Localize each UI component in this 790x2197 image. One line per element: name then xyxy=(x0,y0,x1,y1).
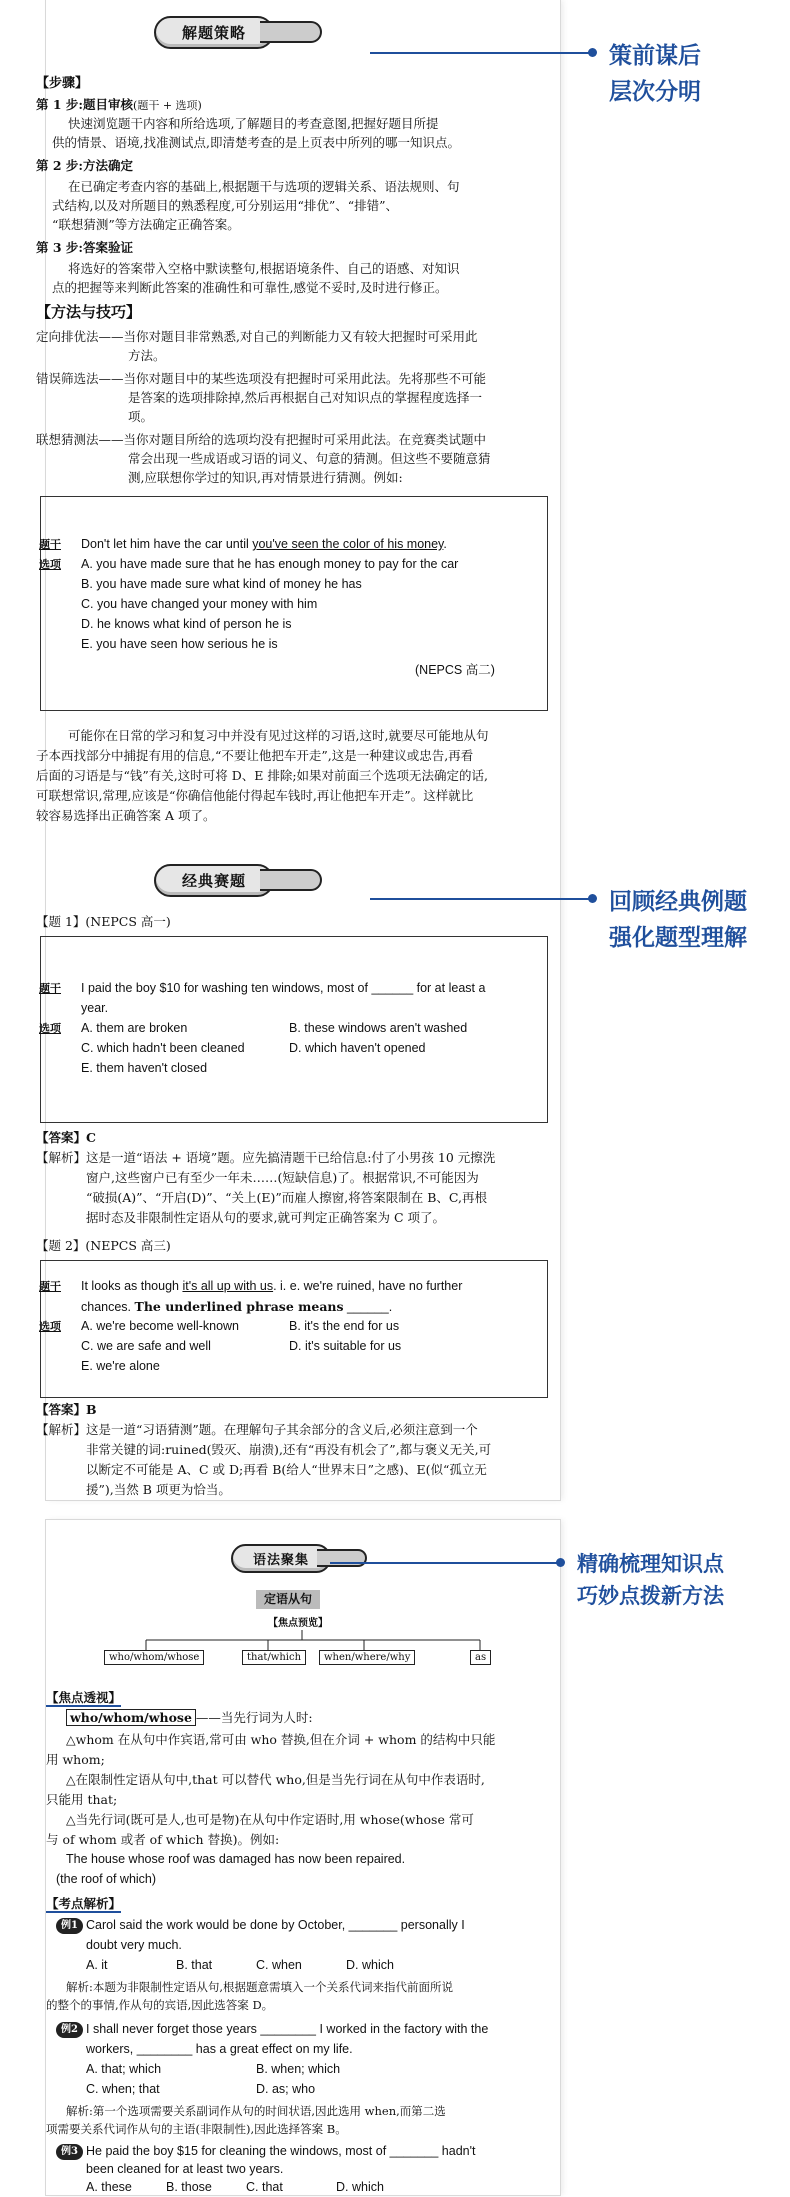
preview-node-that: that/which xyxy=(242,1650,306,1665)
method2: 错误筛选法——当你对题目中的某些选项没有把握时可采用此法。先将那些不可能 xyxy=(36,371,487,386)
example2-stem-2: workers, ________ has a great effect on my life. xyxy=(86,2042,353,2056)
question1-option-b: B. these windows aren't washed xyxy=(289,1021,468,1035)
question1-option-a: A. them are broken xyxy=(81,1021,188,1035)
example-stem: Don't let him have the car until you've seen the color of his money. xyxy=(81,537,447,551)
question2-option-c: C. we are safe and well xyxy=(81,1339,211,1353)
header-tab-decoration xyxy=(260,869,322,891)
example1-analysis-1: 解析:本题为非限制性定语从句,根据题意需填入一个关系代词来指代前面所说 xyxy=(66,1980,454,1994)
example-option-b: B. you have made sure what kind of money he has xyxy=(81,577,362,591)
example2-stem-1: I shall never forget those years ________ I worked in the factory with the xyxy=(86,2022,489,2036)
annotation-strategy xyxy=(370,38,701,110)
section-header-classic xyxy=(154,860,322,900)
step3-text-2: 点的把握等来判断此答案的准确性和可靠性,感觉不妥时,及时进行修正。 xyxy=(52,280,448,295)
question1-option-e: E. them haven't closed xyxy=(81,1061,208,1075)
book-page-top xyxy=(36,0,560,1500)
book-page-bottom xyxy=(46,1520,560,2195)
preview-node-as: as xyxy=(470,1650,491,1665)
step2-text-1: 在已确定考查内容的基础上,根据题干与选项的逻辑关系、语法规则、句 xyxy=(68,179,460,194)
question2-option-e: E. we're alone xyxy=(81,1359,160,1373)
callout-line xyxy=(370,52,590,54)
step2-text-3: “联想猜测”等方法确定正确答案。 xyxy=(52,217,240,232)
question1-answer: 【答案】C xyxy=(36,1130,96,1145)
method2-cont-2: 项。 xyxy=(128,409,154,424)
example-option-c: C. you have changed your money with him xyxy=(81,597,318,611)
question2-title: 【题 2】(NEPCS 高三) xyxy=(36,1238,171,1253)
question2-analysis-1: 【解析】这是一道“习语猜测”题。在理解句子其余部分的含义后,必须注意到一个 xyxy=(36,1422,478,1437)
step3-title: 第 3 步:答案验证 xyxy=(36,240,134,255)
method3: 联想猜测法——当你对题目所给的选项均没有把握时可采用此法。在竞赛类试题中 xyxy=(36,432,487,447)
explanation-line-3: 后面的习语是与“钱”有关,这时可将 D、E 排除;如果对前面三个选项无法确定的话, xyxy=(36,768,489,783)
example-box xyxy=(40,496,548,711)
step2-title: 第 2 步:方法确定 xyxy=(36,158,134,173)
example3-option-a: A. these xyxy=(86,2180,132,2194)
step1-text-2: 供的情景、语境,找准测试点,即清楚考查的是上页表中所列的哪一知识点。 xyxy=(52,135,460,150)
question1-option-d: D. which haven't opened xyxy=(289,1041,426,1055)
options-tag: 选项 xyxy=(39,1320,61,1333)
example-option-d: D. he knows what kind of person he is xyxy=(81,617,292,631)
question1-analysis-1: 【解析】这是一道“语法 + 语境”题。应先搞清题干已给信息:付了小男孩 10 元擦洗 xyxy=(36,1150,496,1165)
annotation-text: 精确梳理知识点 巧妙点拨新方法 xyxy=(577,1552,724,1608)
focus-point-3a: △当先行词(既可是人,也可是物)在从句中作定语时,用 whose(whose 常可 xyxy=(66,1812,474,1827)
method1: 定向排优法——当你对题目非常熟悉,对自己的判断能力又有较大把握时可采用此 xyxy=(36,329,478,344)
preview-node-when: when/where/why xyxy=(319,1650,415,1665)
example3-option-c: C. that xyxy=(246,2180,283,2194)
question1-analysis-3: “破损(A)”、“开启(D)”、“关上(E)”而雇人擦窗,将答案限制在 B、C,再根 xyxy=(86,1190,488,1205)
example2-option-a: A. that; which xyxy=(86,2062,162,2076)
example3-stem-1: He paid the boy $15 for cleaning the windows, most of _______ hadn't xyxy=(86,2144,476,2158)
focus-heading: who/whom/whose ——当先行词为人时: xyxy=(66,1708,313,1727)
callout-dot xyxy=(588,894,597,903)
example1-analysis-2: 的整个的事情,作从句的宾语,因此选答案 D。 xyxy=(46,1998,274,2012)
step2-text-2: 式结构,以及对所题目的熟悉程度,可分别运用“排优”、“排错”、 xyxy=(52,198,399,213)
step1-line: 第 1 步:题目审核(题干 + 选项) xyxy=(36,97,202,112)
callout-dot xyxy=(556,1558,565,1567)
section-header-label: 语法聚集 xyxy=(231,1544,331,1573)
annotation-grammar xyxy=(330,1548,724,1612)
header-tab-decoration xyxy=(260,21,322,43)
focus-point-1a: △whom 在从句中作宾语,常可由 who 替换,但在介词 + whom 的结构中只能 xyxy=(66,1732,496,1747)
focus-point-3b: 与 of whom 或者 of which 替换)。例如: xyxy=(46,1832,280,1847)
explanation-line-4: 可联想常识,常理,应该是“你确信他能付得起车钱时,再让他把车开走”。这样就比 xyxy=(36,788,474,803)
focus-title: 【焦点透视】 xyxy=(46,1690,122,1705)
stem-tag: 题干 xyxy=(39,538,61,551)
step1-text-1: 快速浏览题干内容和所给选项,了解题目的考查意图,把握好题目所提 xyxy=(68,116,439,131)
preview-label: 【焦点预览】 xyxy=(268,1618,328,1629)
method3-cont-2: 测,应联想你学过的知识,再对情景进行猜测。例如: xyxy=(128,470,403,485)
method2-cont-1: 是答案的选项排除掉,然后再根据自己对知识点的掌握程度选择一 xyxy=(128,390,482,405)
example2-option-b: B. when; which xyxy=(256,2062,341,2076)
question1-title: 【题 1】(NEPCS 高一) xyxy=(36,914,171,929)
topic-title: 定语从句 xyxy=(256,1590,320,1609)
question1-stem-2: year. xyxy=(81,1001,109,1015)
example3-option-b: B. those xyxy=(166,2180,212,2194)
focus-point-2b: 只能用 that; xyxy=(46,1792,118,1807)
explanation-line-1: 可能你在日常的学习和复习中并没有见过这样的习语,这时,就要尽可能地从句 xyxy=(68,728,489,743)
callout-line xyxy=(330,1562,558,1564)
example3-badge: 例3 xyxy=(56,2144,83,2160)
step3-text-1: 将选好的答案带入空格中默读整句,根据语境条件、自己的语感、对知识 xyxy=(68,261,460,276)
example-option-a: A. you have made sure that he has enough money to pay for the car xyxy=(81,557,459,571)
example2-badge: 例2 xyxy=(56,2022,83,2038)
question2-analysis-3: 以断定不可能是 A、C 或 D;再看 B(给人“世界末日”之感)、E(似“孤立无 xyxy=(86,1462,487,1477)
example2-analysis-2: 项需要关系代词作从句的主语(非限制性),因此选择答案 B。 xyxy=(46,2122,347,2136)
question2-analysis-4: 援”),当然 B 项更为恰当。 xyxy=(86,1482,231,1497)
callout-dot xyxy=(588,48,597,57)
example2-option-c: C. when; that xyxy=(86,2082,160,2096)
method3-cont-1: 常会出现一些成语或习语的词义、句意的猜测。但这些不要随意猜 xyxy=(128,451,491,466)
example1-option-d: D. which xyxy=(346,1958,394,1972)
stem-tag: 题干 xyxy=(39,982,61,995)
example2-analysis-1: 解析:第一个选项需要关系副词作从句的时间状语,因此选用 when,而第二选 xyxy=(66,2104,446,2118)
example1-option-b: B. that xyxy=(176,1958,213,1972)
example3-stem-2: been cleaned for at least two years. xyxy=(86,2162,284,2176)
focus-example-1: The house whose roof was damaged has now been repaired. xyxy=(66,1852,406,1866)
question2-option-a: A. we're become well-known xyxy=(81,1319,240,1333)
options-tag: 选项 xyxy=(39,558,61,571)
example2-option-d: D. as; who xyxy=(256,2082,316,2096)
example1-badge: 例1 xyxy=(56,1918,83,1934)
stem-tag: 题干 xyxy=(39,1280,61,1293)
example-source: (NEPCS 高二) xyxy=(415,663,495,677)
focus-example-2: (the roof of which) xyxy=(56,1872,157,1886)
example3-option-d: D. which xyxy=(336,2180,384,2194)
question1-option-c: C. which hadn't been cleaned xyxy=(81,1041,245,1055)
question1-analysis-4: 据时态及非限制性定语从句的要求,就可判定正确答案为 C 项了。 xyxy=(86,1210,445,1225)
callout-line xyxy=(370,898,590,900)
methods-title: 【方法与技巧】 xyxy=(36,303,142,321)
question2-option-b: B. it's the end for us xyxy=(289,1319,400,1333)
question2-analysis-2: 非常关键的词:ruined(毁灭、崩溃),还有“再没有机会了”,都与褒义无关,可 xyxy=(86,1442,492,1457)
question1-box xyxy=(40,936,548,1123)
section-header-label: 经典赛题 xyxy=(154,864,274,897)
example1-option-a: A. it xyxy=(86,1958,108,1972)
focus-point-2a: △在限制性定语从句中,that 可以替代 who,但是当先行词在从句中作表语时, xyxy=(66,1772,485,1787)
question1-stem-1: I paid the boy $10 for washing ten windows, most of ______ for at least a xyxy=(81,981,486,995)
options-tag: 选项 xyxy=(39,1022,61,1035)
question2-box xyxy=(40,1260,548,1398)
example1-stem-1: Carol said the work would be done by October, _______ personally I xyxy=(86,1918,465,1932)
example1-option-c: C. when xyxy=(256,1958,302,1972)
question2-option-d: D. it's suitable for us xyxy=(289,1339,402,1353)
focus-point-1b: 用 whom; xyxy=(46,1752,105,1767)
question2-answer: 【答案】B xyxy=(36,1402,97,1417)
question1-analysis-2: 窗户,这些窗户已有至少一年未……(短缺信息)了。根据常识,不可能因为 xyxy=(86,1170,479,1185)
question2-stem-2: chances. The underlined phrase means ______. xyxy=(81,1299,393,1314)
section-header-label: 解题策略 xyxy=(154,16,274,49)
explanation-line-5: 较容易选择出正确答案 A 项了。 xyxy=(36,808,216,823)
annotation-classic xyxy=(370,884,747,956)
section-header-strategy xyxy=(154,12,322,52)
example-option-e: E. you have seen how serious he is xyxy=(81,637,278,651)
steps-title: 【步骤】 xyxy=(36,76,89,91)
question2-stem-1: It looks as though it's all up with us. i. e. we're ruined, have no further xyxy=(81,1279,463,1293)
annotation-text: 策前谋后 层次分明 xyxy=(609,43,701,105)
preview-node-who: who/whom/whose xyxy=(104,1650,204,1665)
example1-stem-2: doubt very much. xyxy=(86,1938,182,1952)
explanation-line-2: 子本西找部分中捕捉有用的信息,“不要让他把车开走”,这是一种建议或忠告,再看 xyxy=(36,748,474,763)
exam-points-title: 【考点解析】 xyxy=(46,1896,122,1911)
method1-cont: 方法。 xyxy=(128,348,166,363)
annotation-text: 回顾经典例题 强化题型理解 xyxy=(609,889,747,951)
